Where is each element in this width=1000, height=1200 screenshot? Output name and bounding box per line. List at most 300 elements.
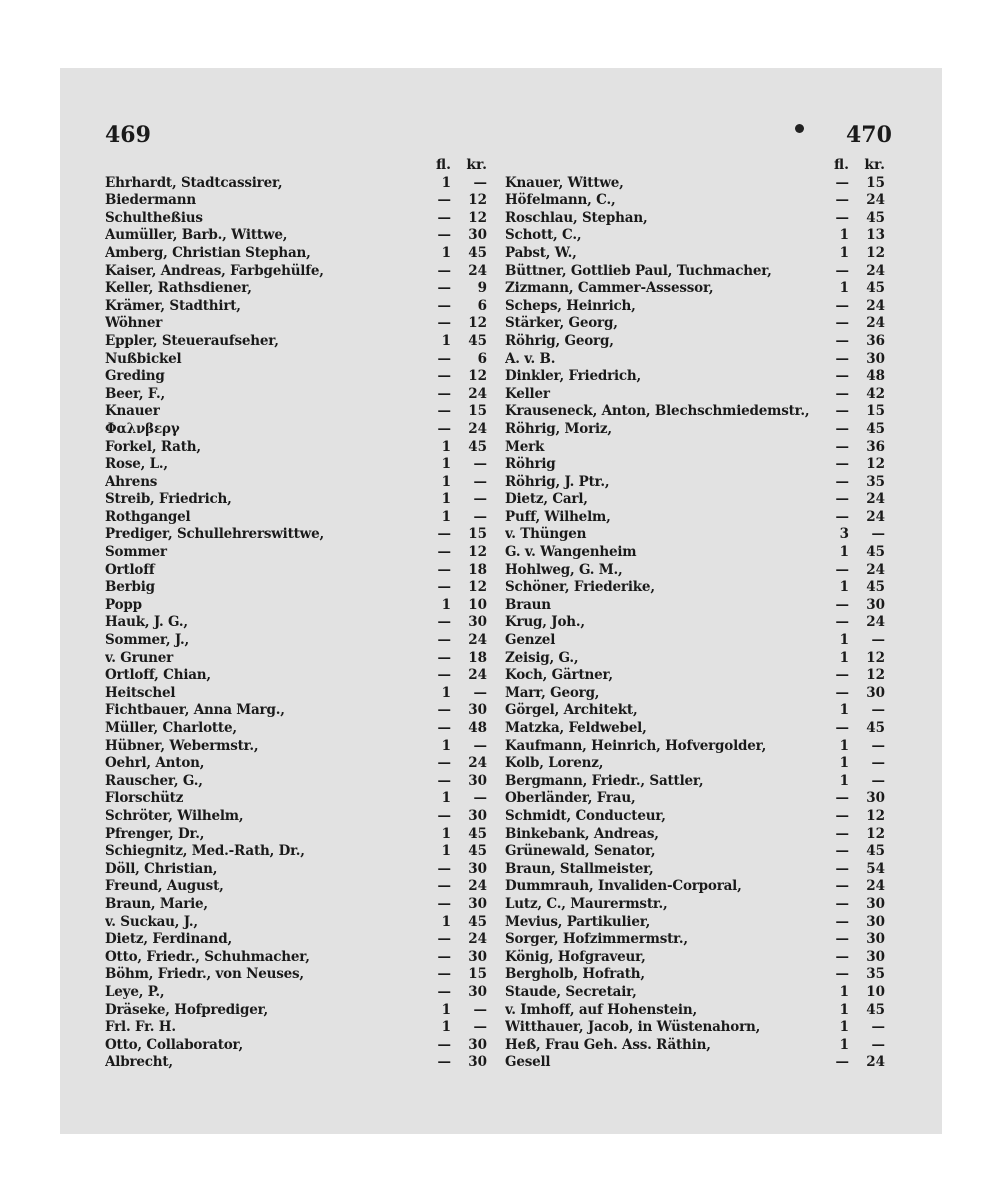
list-item: [105, 720, 487, 738]
entry-kr: 12: [866, 667, 885, 684]
entry-name: Aumüller, Barb., Wittwe,: [105, 227, 288, 244]
entry-fl: —: [835, 667, 849, 684]
entry-fl: 1: [839, 755, 849, 772]
entry-name: Pabst, W.,: [505, 244, 577, 261]
entry-kr: 9: [477, 280, 487, 297]
page-number-right: 470: [846, 122, 892, 148]
entry-kr: 12: [468, 544, 487, 561]
entry-kr: —: [871, 1019, 885, 1036]
list-item: [505, 896, 885, 914]
entry-name: Otto, Friedr., Schuhmacher,: [105, 948, 310, 965]
entry-kr: 24: [866, 192, 885, 209]
entry-fl: 1: [839, 702, 849, 719]
entry-name: Binkebank, Andreas,: [505, 825, 659, 842]
entry-name: Hauk, J. G.,: [105, 614, 188, 631]
entry-fl: —: [437, 948, 451, 965]
entry-kr: 48: [468, 720, 487, 736]
entry-fl: —: [437, 614, 451, 631]
entry-name: Döll, Christian,: [105, 860, 218, 877]
entry-fl: 1: [441, 825, 451, 842]
entry-name: Rose, L.,: [105, 456, 168, 473]
list-item: [505, 421, 885, 439]
entry-name: Krauseneck, Anton, Blechschmiedemstr.,: [505, 403, 810, 420]
entry-kr: —: [473, 491, 487, 508]
entry-fl: 1: [839, 632, 849, 649]
entry-name: Nußbickel: [105, 350, 182, 367]
entry-kr: 15: [468, 403, 487, 420]
entry-kr: 12: [468, 368, 487, 385]
entry-name: Schultheßius: [105, 209, 203, 226]
entry-fl: —: [437, 420, 451, 437]
entry-kr: 30: [468, 772, 487, 789]
entry-kr: 24: [866, 315, 885, 332]
entry-fl: —: [437, 983, 451, 1000]
entry-fl: 1: [839, 772, 849, 789]
entry-kr: 45: [468, 244, 487, 261]
list-item: [105, 878, 487, 896]
list-item: [505, 1002, 885, 1020]
list-item: [105, 1002, 487, 1020]
entry-fl: —: [437, 755, 451, 772]
entry-fl: —: [835, 895, 849, 912]
list-item: [105, 808, 487, 826]
entry-name: Keller, Rathsdiener,: [105, 280, 252, 297]
entry-kr: —: [871, 526, 885, 543]
entry-fl: —: [437, 209, 451, 226]
list-item: [505, 1054, 885, 1072]
entry-name: Braun, Marie,: [105, 895, 208, 912]
entry-fl: 1: [441, 1001, 451, 1018]
list-item: [105, 702, 487, 720]
entry-fl: —: [437, 667, 451, 684]
entry-kr: 45: [468, 438, 487, 455]
entry-name: Müller, Charlotte,: [105, 720, 237, 736]
list-item: [505, 280, 885, 298]
entry-kr: 45: [866, 579, 885, 596]
list-item: [505, 667, 885, 685]
entry-name: Florschütz: [105, 790, 184, 807]
entry-kr: 24: [468, 262, 487, 279]
entry-name: Ahrens: [105, 473, 158, 490]
entry-kr: —: [871, 632, 885, 649]
entry-kr: 30: [468, 983, 487, 1000]
list-item: [105, 227, 487, 245]
entry-fl: —: [437, 966, 451, 983]
list-item: [505, 368, 885, 386]
entry-name: Röhrig, Georg,: [505, 332, 614, 349]
entry-name: Heß, Frau Geh. Ass. Räthin,: [505, 1036, 711, 1053]
entry-fl: 1: [441, 843, 451, 860]
list-item: [105, 298, 487, 316]
entry-fl: —: [437, 931, 451, 948]
entry-name: Eppler, Steueraufseher,: [105, 332, 279, 349]
entry-name: Kaiser, Andreas, Farbgehülfe,: [105, 262, 324, 279]
list-item: [105, 949, 487, 967]
entry-fl: —: [835, 420, 849, 437]
entry-name: Ortloff, Chian,: [105, 667, 211, 684]
entry-fl: —: [835, 438, 849, 455]
entry-kr: —: [473, 737, 487, 754]
entry-name: Merk: [505, 438, 545, 455]
list-item: [505, 263, 885, 281]
entry-name: Dinkler, Friedrich,: [505, 368, 642, 385]
entry-kr: 45: [468, 913, 487, 930]
list-item: [505, 298, 885, 316]
list-item: [105, 403, 487, 421]
entry-kr: 30: [468, 860, 487, 877]
entry-name: Fichtbauer, Anna Marg.,: [105, 702, 285, 719]
entry-kr: 12: [468, 209, 487, 226]
page-number-left: 469: [105, 122, 151, 148]
entry-name: Röhrig, J. Ptr.,: [505, 473, 610, 490]
entry-kr: 42: [866, 385, 885, 402]
entry-fl: —: [835, 596, 849, 613]
list-item: [505, 966, 885, 984]
entry-fl: —: [835, 1054, 849, 1071]
list-item: [505, 509, 885, 527]
entry-name: Bergholb, Hofrath,: [505, 966, 645, 983]
entry-fl: —: [437, 544, 451, 561]
entry-name: Frl. Fr. H.: [105, 1019, 176, 1036]
list-item: [505, 843, 885, 861]
entry-name: Sorger, Hofzimmermstr.,: [505, 931, 688, 948]
entry-name: Wöhner: [105, 315, 163, 332]
entry-name: Rothgangel: [105, 508, 191, 525]
entry-name: Hübner, Webermstr.,: [105, 737, 259, 754]
entry-kr: 30: [468, 807, 487, 824]
list-item: [505, 949, 885, 967]
list-item: [105, 579, 487, 597]
entry-kr: 24: [866, 561, 885, 578]
entry-fl: 1: [441, 596, 451, 613]
list-item: [105, 614, 487, 632]
entry-name: Witthauer, Jacob, in Wüstenahorn,: [505, 1019, 761, 1036]
list-item: [505, 386, 885, 404]
list-item: [505, 597, 885, 615]
entry-name: Greding: [105, 368, 165, 385]
list-item: [105, 386, 487, 404]
entry-kr: 35: [866, 966, 885, 983]
entry-kr: 15: [468, 966, 487, 983]
entry-fl: 1: [441, 438, 451, 455]
entry-name: Koch, Gärtner,: [505, 667, 613, 684]
entry-fl: —: [835, 948, 849, 965]
entry-fl: —: [835, 368, 849, 385]
entry-name: Stärker, Georg,: [505, 315, 618, 332]
entry-fl: —: [437, 720, 451, 736]
entry-fl: —: [437, 895, 451, 912]
entry-name: Albrecht,: [105, 1054, 173, 1071]
entry-kr: 24: [866, 878, 885, 895]
entry-fl: —: [835, 350, 849, 367]
entry-kr: 45: [866, 280, 885, 297]
entry-kr: —: [871, 737, 885, 754]
entry-kr: 30: [468, 948, 487, 965]
entry-fl: —: [835, 332, 849, 349]
entry-name: Büttner, Gottlieb Paul, Tuchmacher,: [505, 262, 772, 279]
list-item: [105, 439, 487, 457]
entry-name: Kaufmann, Heinrich, Hofvergolder,: [505, 737, 767, 754]
list-item: [105, 245, 487, 263]
entry-kr: 24: [468, 755, 487, 772]
list-item: [505, 650, 885, 668]
entry-fl: —: [835, 931, 849, 948]
list-item: [105, 755, 487, 773]
entry-name: Braun: [505, 596, 551, 613]
entry-fl: —: [835, 297, 849, 314]
entry-name: Berbig: [105, 579, 155, 596]
list-item: [505, 351, 885, 369]
entry-kr: 24: [468, 878, 487, 895]
entry-name: Schöner, Friederike,: [505, 579, 655, 596]
list-item: [105, 773, 487, 791]
entry-name: Φαλνβεργ: [105, 420, 180, 437]
entry-name: Ehrhardt, Stadtcassirer,: [105, 174, 283, 191]
list-item: [105, 526, 487, 544]
entry-name: Schröter, Wilhelm,: [105, 807, 244, 824]
entry-kr: —: [871, 772, 885, 789]
entry-fl: —: [437, 878, 451, 895]
entry-fl: 1: [839, 737, 849, 754]
list-item: [105, 826, 487, 844]
entry-fl: —: [437, 350, 451, 367]
entry-fl: —: [835, 843, 849, 860]
entry-fl: —: [835, 315, 849, 332]
list-item: [505, 439, 885, 457]
list-item: [505, 685, 885, 703]
entry-kr: 12: [468, 579, 487, 596]
entry-kr: 30: [866, 596, 885, 613]
entry-kr: 35: [866, 473, 885, 490]
entry-kr: 36: [866, 438, 885, 455]
list-item: [105, 914, 487, 932]
entry-name: v. Gruner: [105, 649, 174, 666]
list-item: [505, 562, 885, 580]
list-item: [105, 632, 487, 650]
entry-name: Krämer, Stadthirt,: [105, 297, 241, 314]
fl-header: fl.: [435, 157, 451, 173]
entry-name: v. Suckau, J.,: [105, 913, 198, 930]
entry-kr: 30: [468, 1036, 487, 1053]
entry-name: Amberg, Christian Stephan,: [105, 244, 311, 261]
entry-name: Staude, Secretair,: [505, 983, 637, 1000]
entry-name: Heitschel: [105, 684, 176, 701]
list-item: [505, 878, 885, 896]
entry-kr: 30: [866, 913, 885, 930]
list-item: [105, 280, 487, 298]
entry-fl: 1: [441, 174, 451, 191]
entry-list-right: [505, 175, 885, 1072]
entry-name: Roschlau, Stephan,: [505, 209, 648, 226]
list-item: [105, 597, 487, 615]
entry-name: G. v. Wangenheim: [505, 544, 637, 561]
entry-kr: 24: [866, 1054, 885, 1071]
list-item: [505, 227, 885, 245]
column-header: [105, 157, 487, 175]
entry-kr: 45: [468, 332, 487, 349]
entry-kr: 45: [866, 420, 885, 437]
list-item: [505, 1019, 885, 1037]
entry-fl: —: [437, 649, 451, 666]
entry-fl: —: [835, 860, 849, 877]
entry-kr: 36: [866, 332, 885, 349]
entry-fl: —: [835, 174, 849, 191]
list-item: [505, 755, 885, 773]
entry-kr: 6: [477, 297, 487, 314]
list-item: [105, 984, 487, 1002]
entry-kr: 12: [468, 315, 487, 332]
list-item: [105, 931, 487, 949]
entry-name: Dräseke, Hofprediger,: [105, 1001, 269, 1018]
entry-fl: —: [835, 508, 849, 525]
entry-fl: —: [437, 192, 451, 209]
entry-kr: 45: [866, 209, 885, 226]
entry-fl: 1: [441, 491, 451, 508]
entry-kr: 24: [866, 297, 885, 314]
kr-header: kr.: [466, 157, 487, 173]
list-item: [505, 456, 885, 474]
entry-name: Popp: [105, 596, 142, 613]
entry-name: König, Hofgraveur,: [505, 948, 646, 965]
entry-name: v. Thüngen: [505, 526, 587, 543]
entry-name: Gesell: [505, 1054, 551, 1071]
entry-kr: 6: [477, 350, 487, 367]
list-item: [105, 456, 487, 474]
entry-kr: 12: [866, 807, 885, 824]
entry-name: Böhm, Friedr., von Neuses,: [105, 966, 304, 983]
entry-fl: —: [437, 227, 451, 244]
entry-kr: 24: [866, 491, 885, 508]
entry-fl: —: [835, 790, 849, 807]
entry-fl: 1: [441, 1019, 451, 1036]
entry-fl: 1: [839, 983, 849, 1000]
entry-kr: 30: [866, 948, 885, 965]
entry-name: Schiegnitz, Med.-Rath, Dr.,: [105, 843, 305, 860]
entry-kr: 45: [866, 544, 885, 561]
entry-name: Freund, August,: [105, 878, 224, 895]
list-item: [105, 562, 487, 580]
entry-name: Matzka, Feldwebel,: [505, 720, 647, 736]
list-item: [105, 333, 487, 351]
list-item: [105, 263, 487, 281]
entry-name: Rauscher, G.,: [105, 772, 203, 789]
list-item: [505, 931, 885, 949]
entry-name: Braun, Stallmeister,: [505, 860, 654, 877]
entry-kr: 18: [468, 649, 487, 666]
entry-kr: 18: [468, 561, 487, 578]
entry-kr: 10: [866, 983, 885, 1000]
entry-kr: 45: [866, 1001, 885, 1018]
entry-kr: —: [871, 702, 885, 719]
entry-kr: 12: [866, 649, 885, 666]
fl-header: fl.: [833, 157, 849, 173]
list-item: [105, 685, 487, 703]
entry-kr: —: [473, 1001, 487, 1018]
entry-name: Knauer: [105, 403, 160, 420]
entry-kr: 24: [866, 508, 885, 525]
entry-fl: —: [835, 456, 849, 473]
list-item: [105, 351, 487, 369]
list-item: [105, 175, 487, 193]
entry-kr: 24: [468, 632, 487, 649]
list-item: [505, 702, 885, 720]
entry-name: Dietz, Ferdinand,: [105, 931, 232, 948]
entry-kr: 10: [468, 596, 487, 613]
entry-name: A. v. B.: [505, 350, 556, 367]
entry-kr: 24: [468, 931, 487, 948]
entry-name: Röhrig: [505, 456, 556, 473]
ink-spot-mark: [795, 124, 804, 133]
entry-kr: 30: [866, 931, 885, 948]
list-item: [505, 579, 885, 597]
entry-fl: —: [437, 1054, 451, 1071]
list-item: [505, 526, 885, 544]
list-item: [105, 509, 487, 527]
entry-kr: 24: [866, 614, 885, 631]
kr-header: kr.: [864, 157, 885, 173]
entry-list-left: [105, 175, 487, 1072]
entry-kr: 24: [468, 667, 487, 684]
entry-kr: —: [871, 755, 885, 772]
entry-kr: 12: [866, 244, 885, 261]
entry-fl: 1: [441, 244, 451, 261]
entry-kr: —: [473, 456, 487, 473]
entry-kr: 24: [866, 262, 885, 279]
list-item: [505, 808, 885, 826]
entry-name: Leye, P.,: [105, 983, 165, 1000]
entry-kr: 45: [468, 843, 487, 860]
entry-name: Sommer: [105, 544, 167, 561]
entry-fl: —: [437, 772, 451, 789]
entry-fl: 1: [839, 1019, 849, 1036]
entry-name: Zizmann, Cammer-Assessor,: [505, 280, 714, 297]
entry-name: Lutz, C., Maurermstr.,: [505, 895, 668, 912]
entry-fl: 1: [441, 684, 451, 701]
entry-fl: 1: [839, 1036, 849, 1053]
entry-fl: 1: [839, 544, 849, 561]
list-item: [505, 861, 885, 879]
entry-kr: 24: [468, 420, 487, 437]
list-item: [505, 403, 885, 421]
entry-kr: 54: [866, 860, 885, 877]
list-item: [105, 966, 487, 984]
list-item: [105, 1037, 487, 1055]
entry-fl: —: [437, 315, 451, 332]
entry-fl: 1: [441, 790, 451, 807]
list-item: [505, 315, 885, 333]
entry-kr: 30: [468, 1054, 487, 1071]
list-item: [105, 210, 487, 228]
list-item: [505, 210, 885, 228]
entry-kr: 15: [866, 174, 885, 191]
entry-fl: —: [835, 966, 849, 983]
entry-kr: —: [473, 790, 487, 807]
entry-fl: —: [835, 403, 849, 420]
list-item: [505, 333, 885, 351]
entry-name: Forkel, Rath,: [105, 438, 201, 455]
entry-name: Ortloff: [105, 561, 155, 578]
entry-name: Streib, Friedrich,: [105, 491, 232, 508]
list-item: [505, 632, 885, 650]
column-header: [505, 157, 885, 175]
entry-name: Grünewald, Senator,: [505, 843, 656, 860]
list-item: [105, 315, 487, 333]
entry-kr: 30: [866, 684, 885, 701]
list-item: [105, 843, 487, 861]
entry-name: Biedermann: [105, 192, 196, 209]
entry-kr: 12: [866, 456, 885, 473]
entry-name: Höfelmann, C.,: [505, 192, 616, 209]
